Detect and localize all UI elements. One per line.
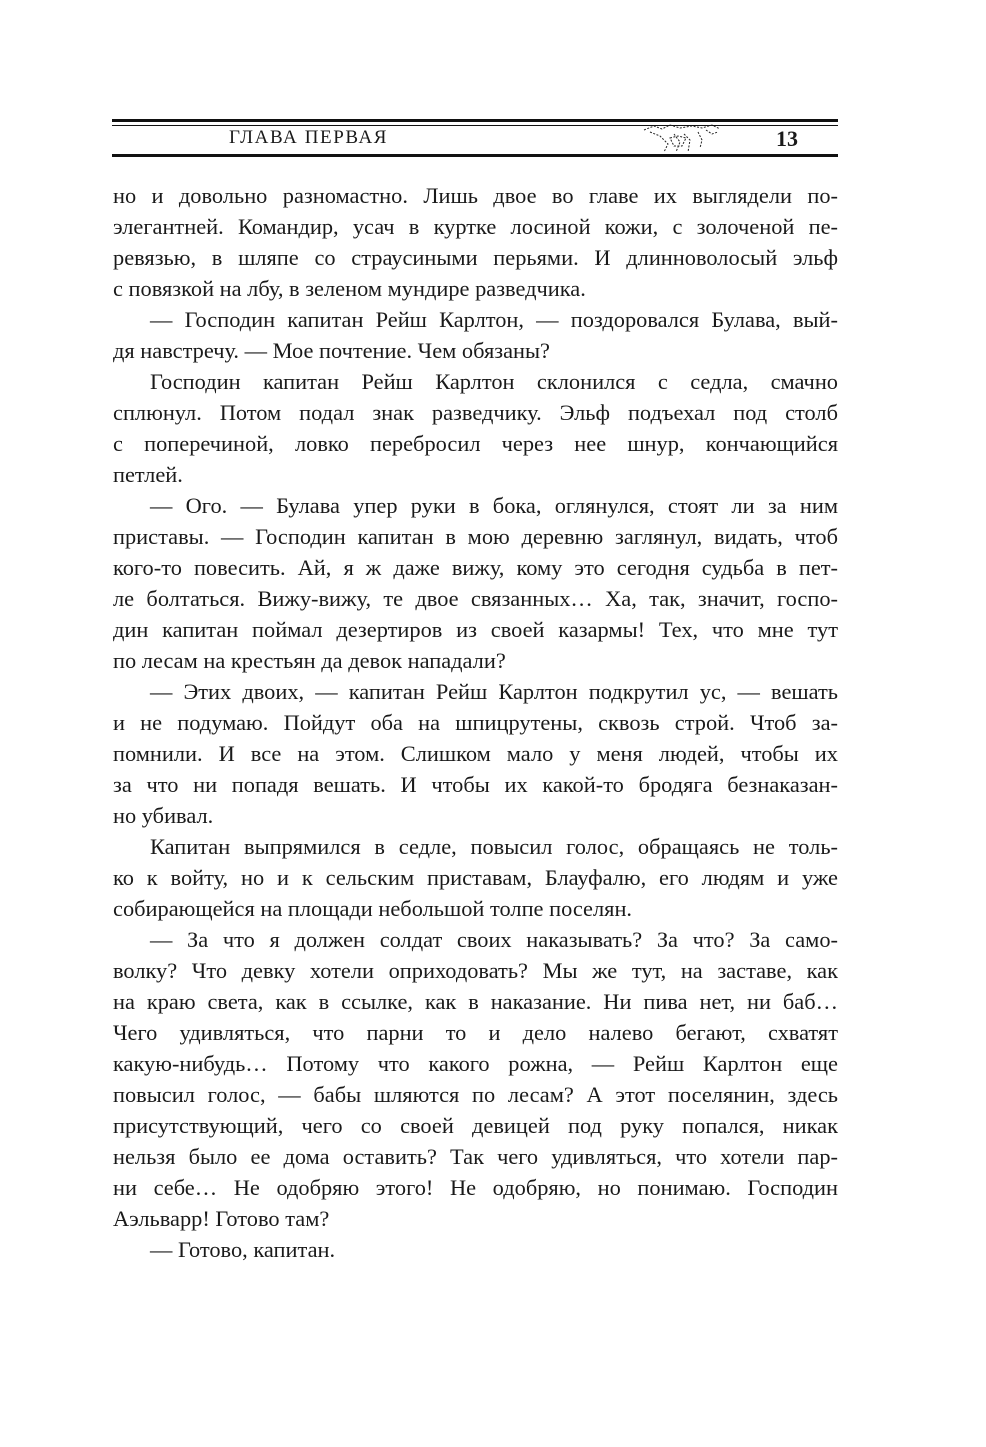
text-line: присутствующий, чего со своей девицей под руку попался, никак xyxy=(113,1113,838,1138)
text-line: с повязкой на лбу, в зеленом мундире разведчика. xyxy=(113,276,586,301)
text-line: и не подумаю. Пойдут оба на шпицрутены, сквозь строй. Чтоб за- xyxy=(113,710,838,735)
text-line: элегантней. Командир, усач в куртке лосиной кожи, с золоченой пе- xyxy=(113,214,838,239)
text-line: петлей. xyxy=(113,462,183,487)
text-line: какую-нибудь… Потому что какого рожна, — Рейш Карлтон еще xyxy=(113,1051,838,1076)
text-line: по лесам на крестьян да девок нападали? xyxy=(113,648,506,673)
text-line: но и довольно разномастно. Лишь двое во главе их выглядели по- xyxy=(113,183,838,208)
running-head: ГЛАВА ПЕРВАЯ xyxy=(229,127,389,148)
text-line: — Ого. — Булава упер руки в бока, оглянулся, стоят ли за ним xyxy=(150,493,838,518)
text-line: нельзя было ее дома оставить? Так чего удивляться, что хотели пар- xyxy=(113,1144,838,1169)
text-line: на краю света, как в ссылке, как в наказание. Ни пива нет, ни баб… xyxy=(113,989,838,1014)
text-line: Господин капитан Рейш Карлтон склонился с седла, смачно xyxy=(150,369,838,394)
text-line: волку? Что девку хотели оприходовать? Мы же тут, на заставе, как xyxy=(113,958,838,983)
header-rule-top xyxy=(112,119,838,122)
text-line: собирающейся на площади небольшой толпе поселян. xyxy=(113,896,633,921)
text-line: помнили. И все на этом. Слишком мало у меня людей, чтобы их xyxy=(113,741,838,766)
text-line: дя навстречу. — Мое почтение. Чем обязаны? xyxy=(113,338,550,363)
text-line: кого-то повесить. Ай, я ж даже вижу, кому это сегодня судьба в пет- xyxy=(113,555,838,580)
page-number: 13 xyxy=(776,126,798,151)
text-line: — Этих двоих, — капитан Рейш Карлтон подкрутил ус, — вешать xyxy=(150,679,838,704)
text-line: дин капитан поймал дезертиров из своей казармы! Тех, что мне тут xyxy=(113,617,838,642)
header-rule-bottom xyxy=(112,154,838,157)
wolf-emblem-icon xyxy=(640,122,724,154)
header-rule-top-thin xyxy=(112,125,838,126)
text-line: ни себе… Не одобряю этого! Не одобряю, но понимаю. Господин xyxy=(113,1175,838,1200)
text-line: ле болтаться. Вижу-вижу, те двое связанных… Ха, так, значит, госпо- xyxy=(113,586,838,611)
text-line: Аэльварр! Готово там? xyxy=(113,1206,330,1231)
text-line: Чего удивляться, что парни то и дело налево бегают, схватят xyxy=(113,1020,838,1045)
text-line: — За что я должен солдат своих наказывать? За что? За само- xyxy=(150,927,838,952)
text-line: с поперечиной, ловко перебросил через нее шнур, кончающийся xyxy=(113,431,838,456)
text-line: ревязью, в шляпе со страусиными перьями. И длинноволосый эльф xyxy=(113,245,838,270)
text-line: — Господин капитан Рейш Карлтон, — поздоровался Булава, вый- xyxy=(150,307,838,332)
text-line: за что ни попадя вешать. И чтобы их какой-то бродяга безнаказан- xyxy=(113,772,838,797)
text-line: но убивал. xyxy=(113,803,214,828)
text-line: Капитан выпрямился в седле, повысил голос, обращаясь не толь- xyxy=(150,834,838,859)
text-line: сплюнул. Потом подал знак разведчику. Эльф подъехал под столб xyxy=(113,400,838,425)
text-line: — Готово, капитан. xyxy=(150,1237,336,1262)
text-line: приставы. — Господин капитан в мою деревню заглянул, видать, чтоб xyxy=(113,524,838,549)
text-line: ко к войту, но и к сельским приставам, Блауфалю, его людям и уже xyxy=(113,865,838,890)
body-text xyxy=(113,180,838,1265)
text-line: повысил голос, — бабы шляются по лесам? А этот поселянин, здесь xyxy=(113,1082,838,1107)
